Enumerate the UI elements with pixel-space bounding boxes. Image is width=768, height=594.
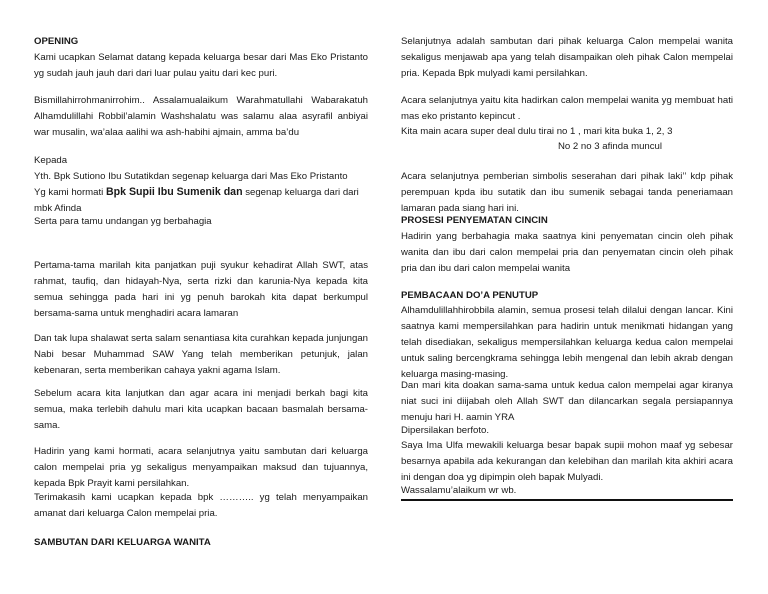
- closing-salam: Wassalamu’alaikum wr wb.: [401, 485, 517, 496]
- cincin-heading: PROSESI PENYEMATAN CINCIN: [401, 215, 548, 226]
- berfoto-line: Dipersilakan berfoto.: [401, 425, 489, 436]
- kepada-line: Kepada: [34, 155, 68, 166]
- opening-paragraph: Kami ucapkan Selamat datang kepada keluarga besar dari Mas Eko Pristanto yg sudah jauh jauh dari dari luar pulau yaitu dari kec puri.: [34, 52, 368, 79]
- tirai-line: Kita main acara super deal dulu tirai no 1 , mari kita buka 1, 2, 3: [401, 126, 673, 137]
- cincin-paragraph: Hadirin yang berbahagia maka saatnya kini penyematan cincin oleh pihak wanita dan ibu dari calon mempelai pria dan penyematan cincin oleh pihak pria dan ibu dari calon mempelai wanita: [401, 231, 733, 274]
- afinda-muncul-line: No 2 no 3 afinda muncul: [558, 141, 662, 152]
- doa-paragraph-4: Saya Ima Ulfa mewakili keluarga besar bapak supii mohon maaf yg sebesar besarnya apabila ada kekurangan dan kelebihan dan marilah kita akhiri acara ini dengan doa yg dipimpin oleh bapak Mulyadi.: [401, 440, 733, 483]
- seserahan-paragraph: Acara selanjutnya pemberian simbolis seserahan dari pihak laki’’ kdp pihak perempuan kpda ibu sutatik dan ibu sumenik sebagai tanda peneriamaan lamaran pada siang hari ini.: [401, 171, 733, 214]
- paragraph-pertama: Pertama-tama marilah kita panjatkan puji syukur kehadirat Allah SWT, atas rahmat, taufiq, dan hidayah-Nya, serta rizki dan karunia-Nya kepada kita semua sehingga pada hari ini yg penuh barokah kita dapat berkumpul bersama-sama untuk menghadiri acara lamaran: [34, 260, 368, 319]
- paragraph-hadirin: Hadirin yang kami hormati, acara selanjutnya yaitu sambutan dari keluarga calon mempelai pria yg sekaligus menyampaikan maksud dan tujuannya, kepada Bpk Prayit kami persilahkan.: [34, 446, 368, 489]
- tamu-line: Serta para tamu undangan yg berbahagia: [34, 216, 212, 227]
- paragraph-basmalah: Sebelum acara kita lanjutkan dan agar acara ini menjadi berkah bagi kita semua, maka terlebih dahulu mari kita ucapkan bacaan basmalah bersama-sama.: [34, 388, 368, 431]
- doa-paragraph-1: Alhamdulillahhirobbila alamin, semua prosesi telah dilalui dengan lancar. Kini saatnya kami mempersilahkan para hadirin untuk menikmati hidangan yang telah disediakan, sekaligus mempersilahkan keluarga kedua calon mempelai untuk saling bercengkrama sehingga lebih mengenal dan lebih akrab dengan keluarga masing-masing.: [401, 305, 733, 380]
- opening-heading: OPENING: [34, 36, 79, 47]
- hormati-bold-names: Bpk Supii Ibu Sumenik dan: [105, 186, 243, 198]
- paragraph-shalawat: Dan tak lupa shalawat serta salam senantiasa kita curahkan kepada junjungan Nabi besar Muhammad SAW Yang telah memberikan petunjuk, jalan kebenaran, serta memberikan cahaya yakni agama Islam.: [34, 333, 368, 376]
- hormati-line: [34, 184, 368, 217]
- sambutan-heading: SAMBUTAN DARI KELUARGA WANITA: [34, 537, 211, 548]
- doa-heading: PEMBACAAN DO’A PENUTUP: [401, 290, 539, 301]
- bismillah-paragraph: Bismillahirrohmanirrohim.. Assalamualaikum Warahmatullahi Wabarakatuh Alhamdulillahi Robbil’alamin Washshalatu was salamu alaa asyrafil anbiyai war musalin, wa’alaa aalihi wa ash-habihi ajmain, amma ba’du: [34, 95, 368, 138]
- closing-divider: [401, 499, 733, 501]
- doa-paragraph-2: Dan mari kita doakan sama-sama untuk kedua calon mempelai agar kiranya niat suci ini diijabah oleh Allah SWT dan dilancarkan segala persiapannya menuju hari H. aamin YRA: [401, 380, 733, 423]
- calon-wanita-paragraph: Acara selanjutnya yaitu kita hadirkan calon mempelai wanita yg membuat hati mas eko pristanto kepincut .: [401, 95, 733, 122]
- hormati-suffix: segenap keluarga dari dari mbk Afinda: [34, 187, 359, 214]
- yth-line: Yth. Bpk Sutiono Ibu Sutatikdan segenap keluarga dari Mas Eko Pristanto: [34, 171, 348, 182]
- paragraph-terimakasih: Terimakasih kami ucapkan kepada bpk ……….. yg telah menyampaikan amanat dari keluarga Calon mempelai pria.: [34, 492, 368, 519]
- sambutan-wanita-paragraph: Selanjutnya adalah sambutan dari pihak keluarga Calon mempelai wanita sekaligus menjawab apa yang telah disampaikan oleh pihak Calon mempelai pria. Kepada Bpk mulyadi kami persilahkan.: [401, 36, 733, 79]
- hormati-prefix: Yg kami hormati: [34, 187, 106, 198]
